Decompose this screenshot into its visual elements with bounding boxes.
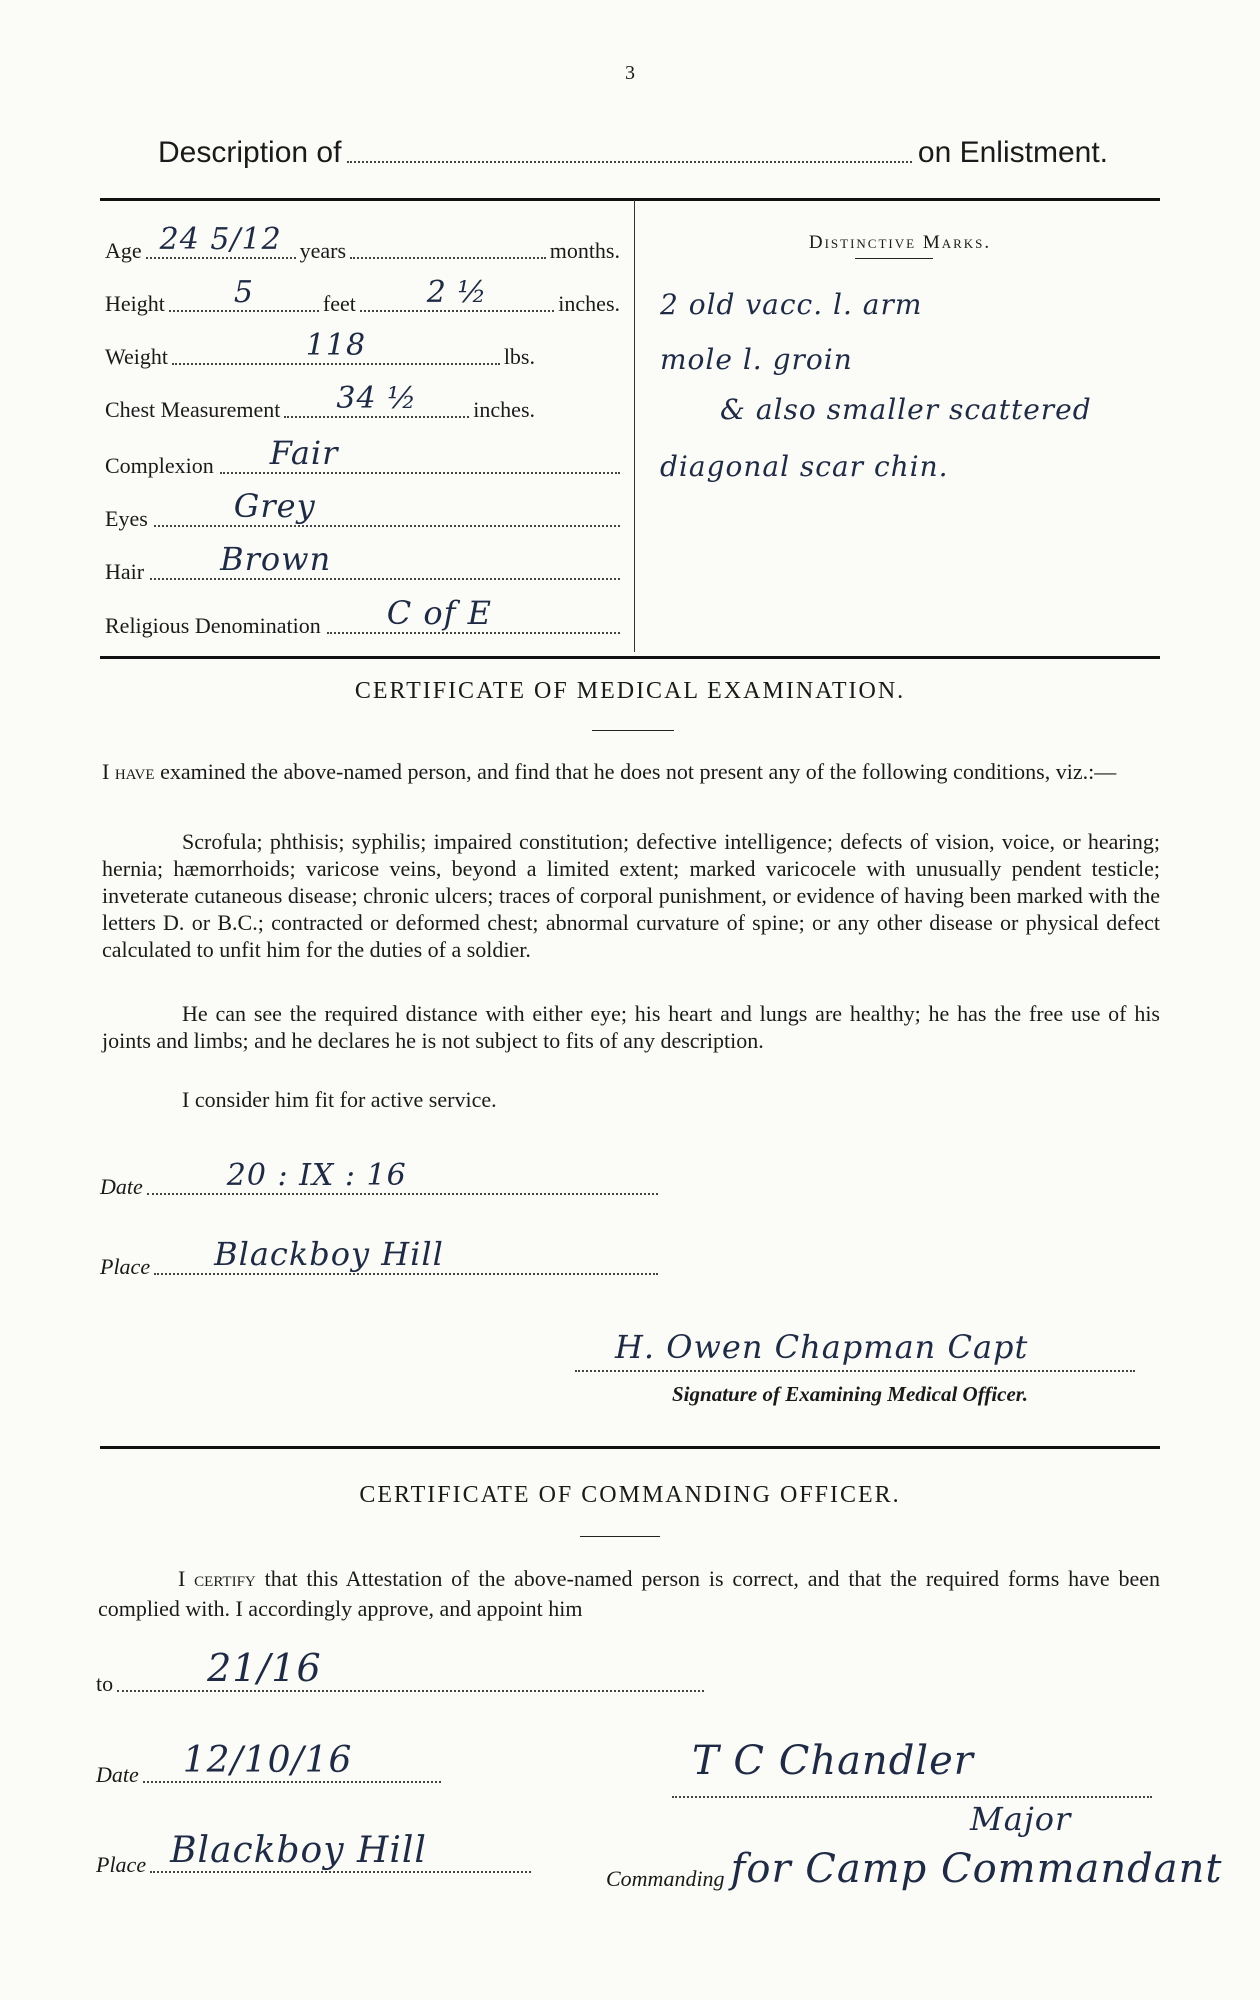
medical-date-line (147, 1158, 658, 1195)
height-inches-value: 2 ½ (426, 275, 488, 310)
height-inches-line (360, 275, 554, 312)
medical-date-label: Date (100, 1174, 143, 1199)
marks-line-1: 2 old vacc. l. arm (660, 288, 923, 321)
medical-place-value: Blackboy Hill (214, 1235, 444, 1273)
weight-label: Weight (105, 344, 168, 369)
complexion-field (105, 434, 620, 479)
title-dots (347, 161, 911, 163)
height-field (105, 275, 620, 317)
appoint-to-field (96, 1646, 704, 1697)
medical-heading-underline (592, 730, 674, 731)
medical-consider: I consider him fit for active service. (182, 1087, 497, 1112)
appoint-to-label: to (96, 1671, 114, 1696)
age-field (105, 222, 620, 264)
years-label: years (299, 238, 347, 263)
appoint-to-line (117, 1646, 704, 1692)
months-label: months. (549, 238, 620, 263)
description-title-prefix: Description of (158, 136, 342, 169)
inches-label: inches. (558, 291, 620, 316)
commanding-date-label: Date (96, 1762, 139, 1787)
medical-intro (102, 758, 1160, 785)
chest-inches-label: inches. (473, 397, 535, 422)
medical-date-field (100, 1158, 658, 1200)
commanding-intro-smallcaps: I certify (178, 1566, 256, 1591)
religion-field (105, 594, 620, 639)
age-value-line (146, 222, 296, 259)
hair-field (105, 540, 620, 585)
commanding-heading-underline (580, 1536, 660, 1537)
chest-value-line (284, 381, 469, 418)
commanding-place-label: Place (96, 1852, 147, 1877)
medical-intro-smallcaps: I have (102, 759, 155, 784)
page-number: 3 (625, 62, 635, 84)
marks-line-2: mole l. groin (660, 343, 853, 376)
medical-signature-line (575, 1328, 1135, 1372)
religion-label: Religious Denomination (105, 613, 321, 638)
medical-heading: CERTIFICATE OF MEDICAL EXAMINATION. (354, 678, 906, 704)
height-feet-line (169, 275, 319, 312)
appoint-to-value: 21/16 (207, 1646, 322, 1690)
commanding-signature-label: Commanding (606, 1866, 725, 1891)
section-rule-2 (100, 1446, 1160, 1449)
chest-label: Chest Measurement (105, 397, 281, 422)
height-label: Height (105, 291, 165, 316)
age-label: Age (105, 238, 142, 263)
eyes-label: Eyes (105, 506, 148, 531)
hair-value-line (150, 540, 620, 580)
medical-date-value: 20 : IX : 16 (226, 1158, 407, 1193)
medical-conditions: Scrofula; phthisis; syphilis; impaired constitution; defective intelligence; defects of vision, voice, or hearing; hernia; hæmorrhoids; varicose veins, beyond a limited extent; marked varicocele with unusually pendent testicle; inveterate cutaneous disease; chronic ulcers; traces of corporal punishment, or evidence of having been marked with the letters D. or B.C.; contracted or deformed chest; abnormal curvature of spine; or any other disease or physical defect calculated to unfit him for the duties of a soldier. (102, 829, 1160, 962)
commanding-place-value: Blackboy Hill (170, 1830, 427, 1871)
eyes-field (105, 487, 620, 532)
commanding-place-line (150, 1830, 531, 1873)
weight-field (105, 328, 535, 370)
medical-signature-value: H. Owen Chapman Capt (615, 1328, 1029, 1366)
description-title (158, 136, 1108, 170)
height-feet-value: 5 (233, 275, 254, 310)
commanding-date-line (143, 1740, 441, 1783)
chest-value: 34 ½ (336, 381, 418, 416)
section-rule-1 (100, 656, 1160, 659)
commanding-date-field (96, 1740, 441, 1788)
medical-signature-label: Signature of Examining Medical Officer. (672, 1382, 1029, 1406)
commanding-date-value: 12/10/16 (182, 1740, 353, 1781)
column-divider (634, 200, 635, 652)
hair-value: Brown (220, 540, 332, 578)
religion-value-line (327, 594, 620, 634)
complexion-value: Fair (269, 434, 339, 472)
medical-fitness: He can see the required distance with either eye; his heart and lungs are healthy; he has the free use of his joints and limbs; and he declares he is not subject to fits of any description. (102, 1001, 1160, 1053)
commanding-intro-text: that this Attestation of the above-named person is correct, and that the required forms have been complied with. I accordingly approve, and appoint him (98, 1566, 1160, 1621)
medical-place-field (100, 1235, 658, 1280)
medical-place-line (154, 1235, 658, 1275)
commanding-signature-value: T C Chandler (692, 1738, 974, 1784)
chest-field (105, 381, 535, 423)
weight-value: 118 (305, 328, 367, 363)
complexion-label: Complexion (105, 453, 214, 478)
medical-place-label: Place (100, 1254, 151, 1279)
feet-label: feet (322, 291, 356, 316)
commanding-signature-field (606, 1846, 1246, 1892)
commanding-intro (98, 1564, 1160, 1624)
complexion-value-line (220, 434, 620, 474)
commanding-signature-for: for Camp Commandant (730, 1846, 1223, 1892)
hair-label: Hair (105, 559, 145, 584)
distinctive-marks-heading: Distinctive Marks. (808, 232, 992, 253)
weight-value-line (172, 328, 500, 365)
top-rule (100, 198, 1160, 201)
lbs-label: lbs. (503, 344, 535, 369)
description-title-suffix: on Enlistment. (917, 136, 1108, 169)
medical-intro-text: examined the above-named person, and find that he does not present any of the following conditions, viz.:— (154, 759, 1117, 784)
eyes-value: Grey (233, 487, 316, 525)
age-value: 24 5/12 (159, 222, 282, 257)
commanding-signature-line (672, 1738, 1152, 1798)
commanding-signature-rank: Major (970, 1800, 1072, 1838)
marks-line-3: & also smaller scattered (720, 393, 1092, 426)
eyes-value-line (154, 487, 620, 527)
commanding-heading: CERTIFICATE OF COMMANDING OFFICER. (359, 1482, 901, 1508)
marks-line-4: diagonal scar chin. (660, 450, 949, 483)
commanding-place-field (96, 1830, 531, 1878)
marks-heading-underline (855, 258, 933, 259)
months-dots (350, 257, 546, 259)
religion-value: C of E (386, 594, 492, 632)
